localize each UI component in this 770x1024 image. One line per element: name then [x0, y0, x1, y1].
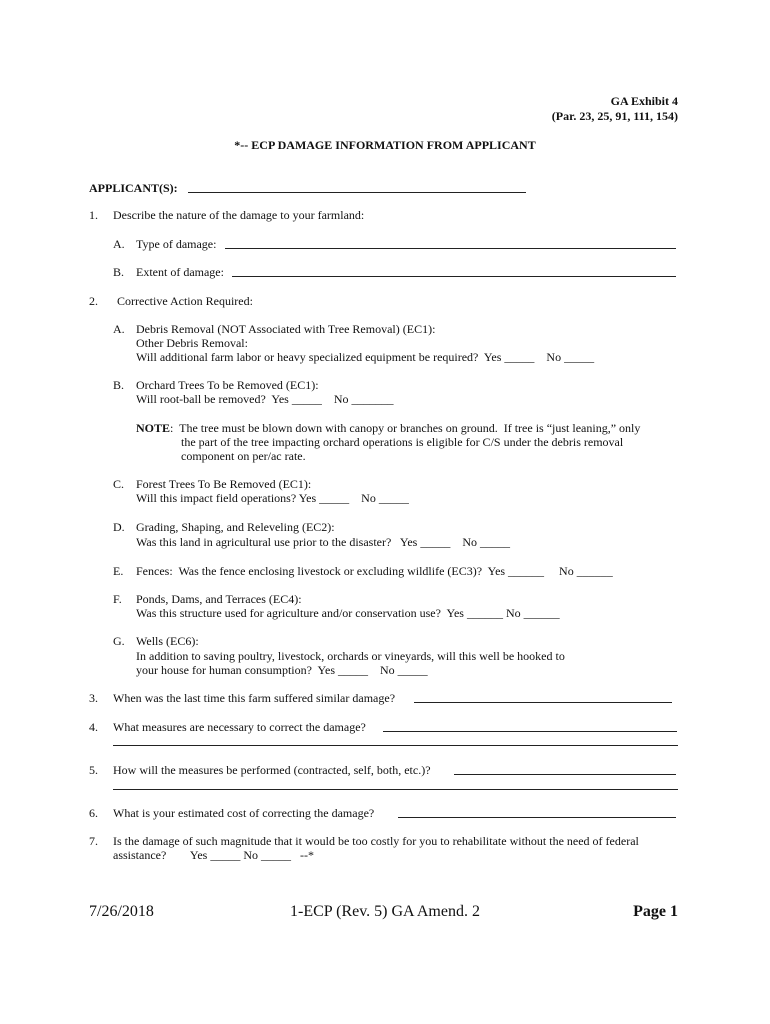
- q2d-letter: D.: [113, 520, 125, 534]
- q1-text: Describe the nature of the damage to your farmland:: [113, 208, 365, 222]
- footer-date: 7/26/2018: [89, 903, 154, 920]
- footer-page-number: Page 1: [633, 903, 678, 920]
- q1a-label: Type of damage:: [136, 237, 217, 251]
- q2g-line1: Wells (EC6):: [136, 634, 199, 648]
- q6-number: 6.: [89, 806, 98, 820]
- q2f-line2: Was this structure used for agriculture and/or conservation use? Yes ______ No ______: [136, 606, 560, 620]
- type-of-damage-field[interactable]: [225, 248, 676, 249]
- q2g-line2: In addition to saving poultry, livestock, orchards or vineyards, will this well be hooked to: [136, 649, 565, 663]
- measures-field-line2[interactable]: [113, 745, 678, 746]
- estimated-cost-field[interactable]: [398, 817, 676, 818]
- q2b-line2: Will root-ball be removed? Yes _____ No _______: [136, 392, 394, 406]
- extent-of-damage-field[interactable]: [232, 276, 676, 277]
- performance-field[interactable]: [454, 774, 676, 775]
- q2e-letter: E.: [113, 564, 124, 578]
- measures-field[interactable]: [383, 731, 677, 732]
- q2d-line2: Was this land in agricultural use prior to the disaster? Yes _____ No _____: [136, 535, 510, 549]
- applicant-field[interactable]: [188, 192, 526, 193]
- q2a-letter: A.: [113, 322, 125, 336]
- q2b-note-line1: [136, 421, 640, 436]
- q2a-line1: Debris Removal (NOT Associated with Tree Removal) (EC1):: [136, 322, 436, 336]
- q1b-label: Extent of damage:: [136, 265, 224, 279]
- note-label: NOTE: [136, 421, 171, 435]
- q2b-note-line3: component on per/ac rate.: [181, 449, 306, 463]
- q2-number: 2.: [89, 294, 98, 308]
- exhibit-label: GA Exhibit 4: [610, 94, 678, 108]
- q2b-line1: Orchard Trees To be Removed (EC1):: [136, 378, 319, 392]
- q2g-line3: your house for human consumption? Yes _____ No _____: [136, 663, 428, 677]
- q4-number: 4.: [89, 720, 98, 734]
- q7-line2: assistance? Yes _____ No _____ --*: [113, 848, 314, 862]
- q2f-letter: F.: [113, 592, 122, 606]
- q1-number: 1.: [89, 208, 98, 222]
- note-text: : The tree must be blown down with canopy or branches on ground. If tree is “just leaning,” only: [170, 421, 641, 435]
- form-title: *-- ECP DAMAGE INFORMATION FROM APPLICANT: [234, 138, 536, 152]
- q5-number: 5.: [89, 763, 98, 777]
- q4-text: What measures are necessary to correct the damage?: [113, 720, 366, 734]
- q2e-line1: Fences: Was the fence enclosing livestock or excluding wildlife (EC3)? Yes ______ No ______: [136, 564, 613, 578]
- q2c-letter: C.: [113, 477, 125, 491]
- q2b-note-line2: the part of the tree impacting orchard operations is eligible for C/S under the debris removal: [181, 435, 624, 449]
- performance-field-line2[interactable]: [113, 789, 678, 790]
- applicant-label: APPLICANT(S):: [89, 181, 178, 195]
- q3-text: When was the last time this farm suffered similar damage?: [113, 691, 396, 705]
- q2c-line2: Will this impact field operations? Yes _____ No _____: [136, 491, 409, 505]
- q5-text: How will the measures be performed (contracted, self, both, etc.)?: [113, 763, 431, 777]
- last-damage-field[interactable]: [414, 702, 672, 703]
- footer-document-id: 1-ECP (Rev. 5) GA Amend. 2: [290, 903, 480, 920]
- q2a-line3: Will additional farm labor or heavy specialized equipment be required? Yes _____ No _____: [136, 350, 595, 364]
- q2g-letter: G.: [113, 634, 125, 648]
- q2c-line1: Forest Trees To Be Removed (EC1):: [136, 477, 312, 491]
- q2a-line2: Other Debris Removal:: [136, 336, 248, 350]
- q2-text: Corrective Action Required:: [117, 294, 253, 308]
- q1b-letter: B.: [113, 265, 125, 279]
- q7-number: 7.: [89, 834, 98, 848]
- q6-text: What is your estimated cost of correcting the damage?: [113, 806, 375, 820]
- q2b-letter: B.: [113, 378, 125, 392]
- q7-line1: Is the damage of such magnitude that it would be too costly for you to rehabilitate without the need of federal: [113, 834, 639, 848]
- q2f-line1: Ponds, Dams, and Terraces (EC4):: [136, 592, 302, 606]
- paragraph-references: (Par. 23, 25, 91, 111, 154): [551, 109, 678, 123]
- q3-number: 3.: [89, 691, 98, 705]
- q1a-letter: A.: [113, 237, 125, 251]
- q2d-line1: Grading, Shaping, and Releveling (EC2):: [136, 520, 335, 534]
